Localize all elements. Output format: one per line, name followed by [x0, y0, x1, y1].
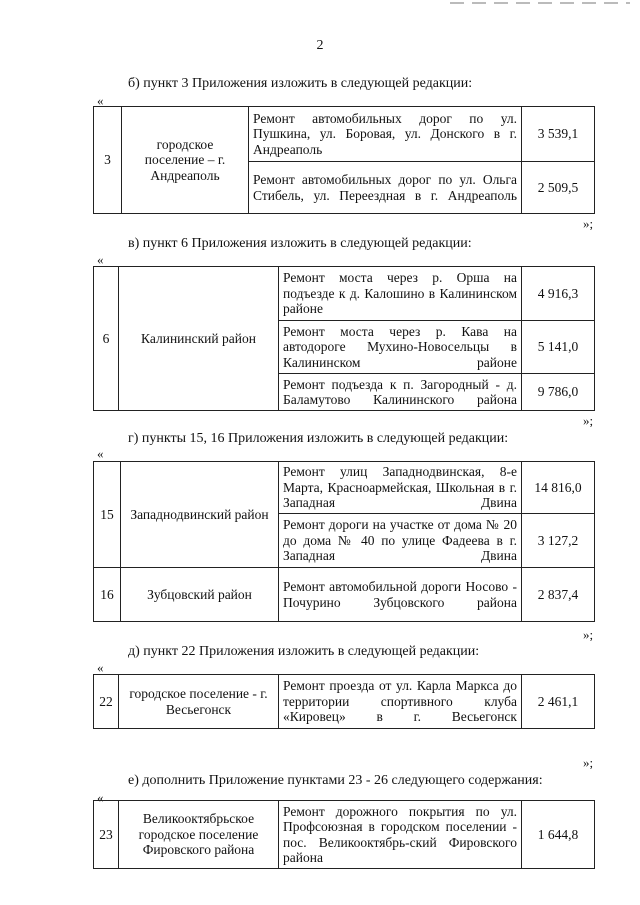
open-quote: « [97, 790, 104, 805]
section-heading: г) пункты 15, 16 Приложения изложить в следующей редакции: [128, 431, 509, 446]
amendment-table [93, 106, 595, 214]
amendment-table [93, 266, 595, 411]
close-quote: »; [583, 216, 594, 231]
amount: 2 509,5 [522, 162, 595, 214]
table-row [94, 568, 595, 622]
area-name: городское поселение - г. Весьегонск [119, 675, 279, 729]
scan-artifact [450, 2, 630, 4]
item-number: 23 [94, 801, 119, 869]
table-row [94, 267, 595, 321]
open-quote: « [97, 252, 104, 267]
close-quote: »; [583, 627, 594, 642]
table-row [94, 801, 595, 869]
table-row [94, 107, 595, 162]
item-number: 3 [94, 107, 122, 214]
table-row [94, 675, 595, 729]
section-heading: д) пункт 22 Приложения изложить в следующей редакции: [128, 644, 480, 659]
amount: 14 816,0 [522, 462, 595, 514]
amount: 3 539,1 [522, 107, 595, 162]
amount: 2 461,1 [522, 675, 595, 729]
amount: 2 837,4 [522, 568, 595, 622]
page-number: 2 [316, 38, 324, 53]
open-quote: « [97, 93, 104, 108]
section-heading: в) пункт 6 Приложения изложить в следующей редакции: [128, 236, 472, 251]
amendment-table [93, 800, 595, 869]
area-name: Калининский район [119, 267, 279, 411]
open-quote: « [97, 660, 104, 675]
amount: 5 141,0 [522, 321, 595, 374]
work-description: Ремонт подъезда к п. Загородный - д. Баламутово Калининского района [279, 374, 522, 411]
amendment-table [93, 674, 595, 729]
amount: 4 916,3 [522, 267, 595, 321]
area-name: Великооктябрьское городское поселение Фировского района [119, 801, 279, 869]
close-quote: »; [583, 755, 594, 770]
table-row [94, 462, 595, 514]
amount: 9 786,0 [522, 374, 595, 411]
work-description: Ремонт моста через р. Кава на автодороге Мухино-Новосельцы в Калининском районе [279, 321, 522, 374]
work-description: Ремонт дороги на участке от дома № 20 до дома № 40 по улице Фадеева в г. Западная Двина [279, 514, 522, 568]
amendment-table [93, 461, 595, 622]
section-heading: е) дополнить Приложение пунктами 23 - 26 следующего содержания: [128, 773, 543, 788]
amount: 3 127,2 [522, 514, 595, 568]
area-name: городское поселение – г. Андреаполь [122, 107, 249, 214]
work-description: Ремонт автомобильной дороги Носово - Почурино Зубцовского района [279, 568, 522, 622]
work-description: Ремонт проезда от ул. Карла Маркса до территории спортивного клуба «Кировец» в г. Весьегонск [279, 675, 522, 729]
item-number: 16 [94, 568, 121, 622]
open-quote: « [97, 446, 104, 461]
work-description: Ремонт улиц Западнодвинская, 8-е Марта, Красноармейская, Школьная в г. Западная Двина [279, 462, 522, 514]
close-quote: »; [583, 413, 594, 428]
work-description: Ремонт автомобильных дорог по ул. Ольга Стибель, ул. Переездная в г. Андреаполь [249, 162, 522, 214]
section-heading: б) пункт 3 Приложения изложить в следующей редакции: [128, 76, 473, 91]
item-number: 6 [94, 267, 119, 411]
item-number: 15 [94, 462, 121, 568]
item-number: 22 [94, 675, 119, 729]
area-name: Западнодвинский район [121, 462, 279, 568]
amount: 1 644,8 [522, 801, 595, 869]
work-description: Ремонт автомобильных дорог по ул. Пушкина, ул. Боровая, ул. Донского в г. Андреаполь [249, 107, 522, 162]
work-description: Ремонт дорожного покрытия по ул. Профсоюзная в городском поселении - пос. Великооктябрь-ский Фировского района [279, 801, 522, 869]
area-name: Зубцовский район [121, 568, 279, 622]
work-description: Ремонт моста через р. Орша на подъезде к д. Калошино в Калининском районе [279, 267, 522, 321]
